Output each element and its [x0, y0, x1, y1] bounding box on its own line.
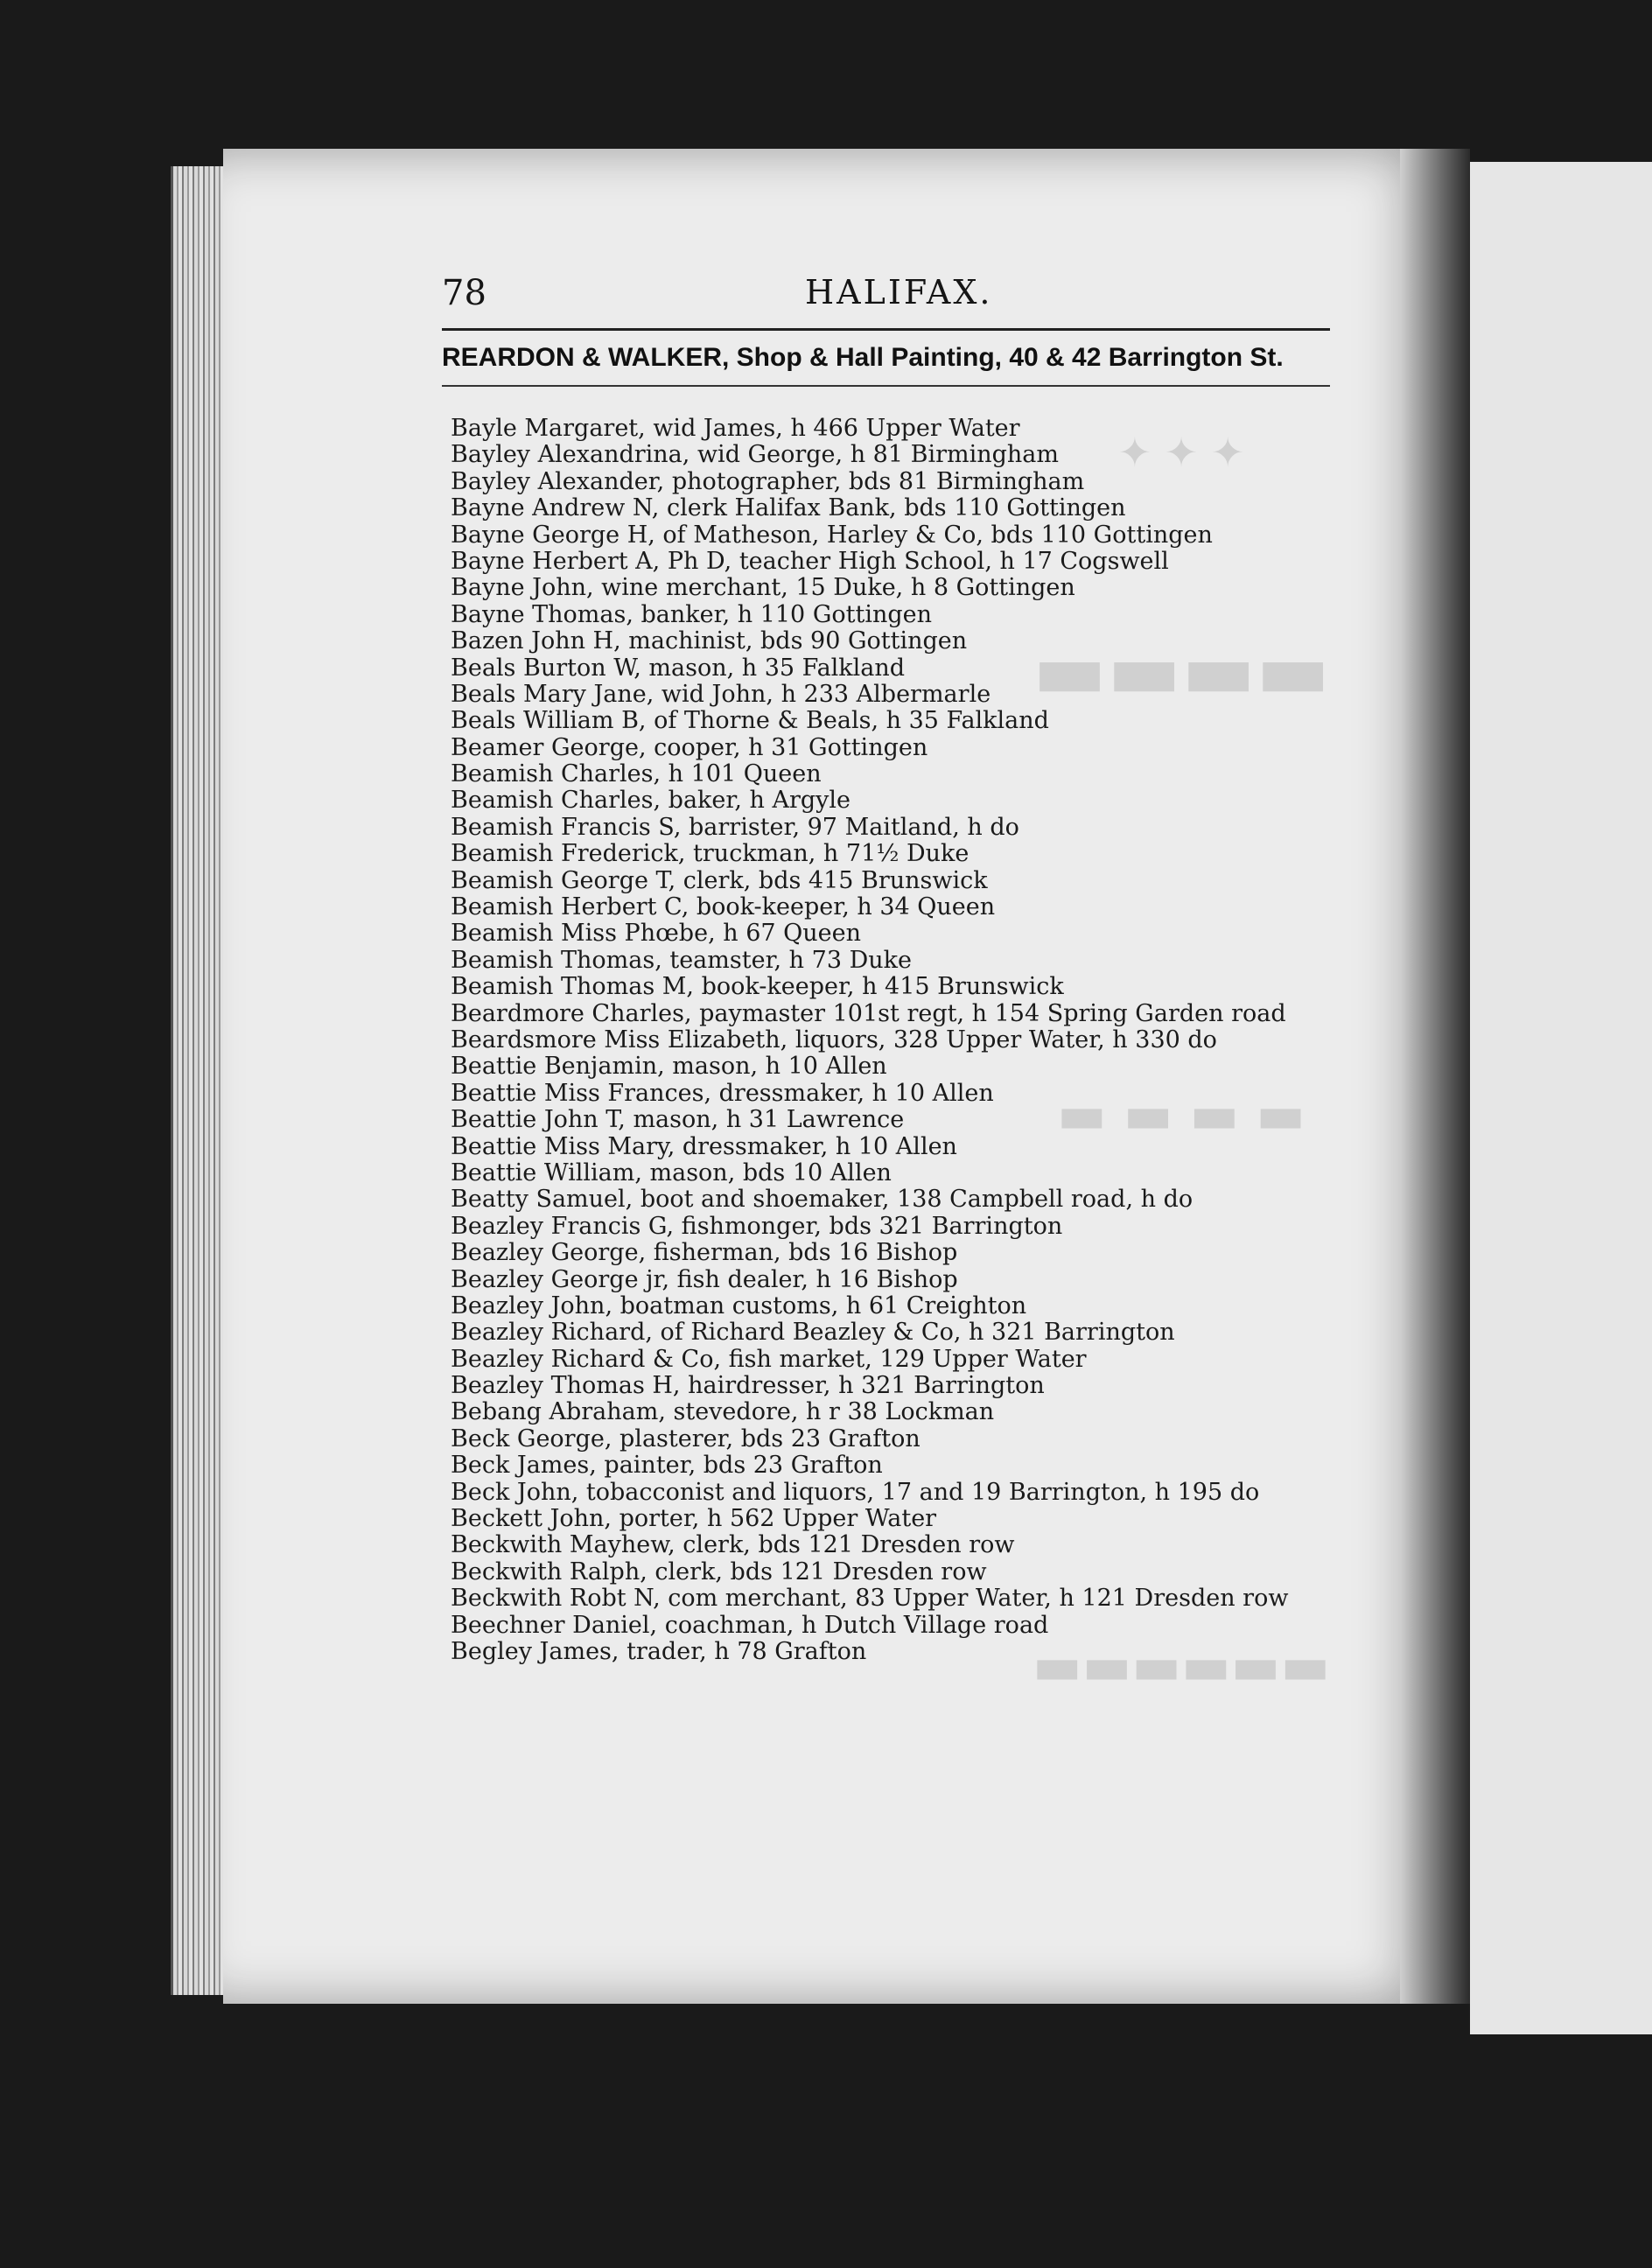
directory-entry: Beattie Miss Frances, dressmaker, h 10 Allen	[451, 1079, 994, 1107]
directory-entry: Bayley Alexander, photographer, bds 81 Birmingham	[451, 467, 1085, 495]
directory-entry: Beattie William, mason, bds 10 Allen	[451, 1158, 892, 1186]
directory-entry: Bayne Thomas, banker, h 110 Gottingen	[451, 600, 933, 628]
right-page	[1470, 162, 1652, 2034]
directory-entry: Beattie John T, mason, h 31 Lawrence	[451, 1106, 905, 1134]
directory-entry: Beals William B, of Thorne & Beals, h 35 Falkland	[451, 707, 1049, 735]
directory-entries	[451, 416, 1369, 1665]
banner-rule	[442, 385, 1330, 387]
directory-entry: Beamish Thomas M, book-keeper, h 415 Brunswick	[451, 973, 1064, 1001]
directory-entry: Beck James, painter, bds 23 Grafton	[451, 1452, 883, 1480]
directory-entry: Beazley John, boatman customs, h 61 Creighton	[451, 1292, 1027, 1320]
directory-entry: Bebang Abraham, stevedore, h r 38 Lockman	[451, 1398, 995, 1426]
directory-entry: Beazley Richard & Co, fish market, 129 Upper Water	[451, 1345, 1087, 1373]
directory-entry: Beatty Samuel, boot and shoemaker, 138 Campbell road, h do	[451, 1186, 1194, 1214]
directory-entry: Bayne George H, of Matheson, Harley & Co, bds 110 Gottingen	[451, 521, 1213, 549]
directory-entry: Bayle Margaret, wid James, h 466 Upper Water	[451, 415, 1020, 442]
directory-entry: Beamish George T, clerk, bds 415 Brunswick	[451, 866, 988, 894]
directory-entry: Beckwith Ralph, clerk, bds 121 Dresden row	[451, 1558, 987, 1586]
page-number: 78	[442, 273, 486, 313]
directory-entry: Beamish Francis S, barrister, 97 Maitland, h do	[451, 813, 1019, 841]
directory-entry: Beechner Daniel, coachman, h Dutch Village road	[451, 1611, 1049, 1639]
running-title: HALIFAX.	[805, 273, 993, 312]
directory-entry: Beattie Benjamin, mason, h 10 Allen	[451, 1053, 887, 1081]
directory-entry: Beazley Richard, of Richard Beazley & Co, h 321 Barrington	[451, 1319, 1175, 1347]
directory-entry: Beattie Miss Mary, dressmaker, h 10 Allen	[451, 1132, 957, 1160]
directory-entry: Beazley Thomas H, hairdresser, h 321 Barrington	[451, 1372, 1045, 1400]
directory-entry: Beamish Thomas, teamster, h 73 Duke	[451, 946, 912, 974]
directory-entry: Beamish Frederick, truckman, h 71½ Duke	[451, 840, 970, 868]
directory-entry: Beamish Miss Phœbe, h 67 Queen	[451, 920, 862, 948]
directory-entry: Beck George, plasterer, bds 23 Grafton	[451, 1424, 920, 1452]
directory-entry: Bayley Alexandrina, wid George, h 81 Birmingham	[451, 441, 1059, 469]
directory-entry: Bayne Herbert A, Ph D, teacher High School, h 17 Cogswell	[451, 547, 1169, 575]
directory-entry: Beckwith Robt N, com merchant, 83 Upper Water, h 121 Dresden row	[451, 1585, 1289, 1613]
directory-entry: Bazen John H, machinist, bds 90 Gottingen	[451, 627, 968, 655]
directory-entry: Beamer George, cooper, h 31 Gottingen	[451, 733, 928, 761]
directory-entry: Beckett John, porter, h 562 Upper Water	[451, 1505, 937, 1533]
directory-entry: Beckwith Mayhew, clerk, bds 121 Dresden row	[451, 1531, 1015, 1559]
directory-entry: Begley James, trader, h 78 Grafton	[451, 1637, 867, 1665]
directory-entry: Beamish Charles, baker, h Argyle	[451, 787, 851, 815]
directory-entry: Beazley Francis G, fishmonger, bds 321 Barrington	[451, 1212, 1063, 1240]
directory-entry: Beardmore Charles, paymaster 101st regt, h 154 Spring Garden road	[451, 999, 1286, 1027]
directory-entry: Beck John, tobacconist and liquors, 17 and 19 Barrington, h 195 do	[451, 1478, 1260, 1506]
directory-entry: Bayne Andrew N, clerk Halifax Bank, bds 110 Gottingen	[451, 494, 1126, 522]
directory-entry: Beals Burton W, mason, h 35 Falkland	[451, 654, 906, 682]
advertisement-banner: REARDON & WALKER, Shop & Hall Painting, 40 & 42 Barrington St.	[442, 343, 1284, 372]
directory-entry: Beazley George jr, fish dealer, h 16 Bishop	[451, 1265, 958, 1293]
header-rule	[442, 328, 1330, 331]
directory-entry: Bayne John, wine merchant, 15 Duke, h 8 Gottingen	[451, 574, 1075, 602]
directory-entry: Beals Mary Jane, wid John, h 233 Albermarle	[451, 680, 991, 708]
directory-entry: Beazley George, fisherman, bds 16 Bishop	[451, 1239, 958, 1267]
directory-entry: Beamish Herbert C, book-keeper, h 34 Queen	[451, 893, 996, 921]
bleed-through-text: ✦ ✦ ✦ ▬▬▬▬ ▬ ▬ ▬ ▬ ▬▬▬▬▬▬	[1032, 429, 1331, 1697]
directory-entry: Beamish Charles, h 101 Queen	[451, 760, 822, 788]
directory-entry: Beardsmore Miss Elizabeth, liquors, 328 Upper Water, h 330 do	[451, 1026, 1217, 1054]
